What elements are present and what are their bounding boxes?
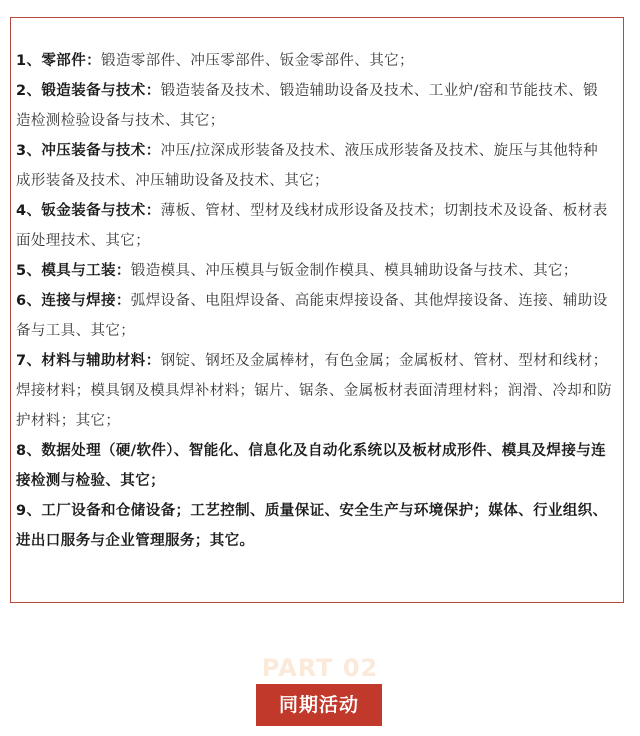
list-item (16, 496, 612, 556)
item-heading: 材料与辅助材料： (41, 353, 161, 369)
item-number: 4、 (16, 203, 42, 219)
item-number: 9、 (16, 503, 42, 519)
item-text: 锻造装备及技术、锻造辅助设备及技术、工业炉/窑和节能技术、锻造检测检验设备与技术、其它； (16, 83, 598, 129)
item-heading: 冲压装备与技术： (41, 143, 161, 159)
list-item (16, 136, 612, 196)
exhibit-scope-list (16, 46, 612, 556)
item-heading: 钣金装备与技术： (41, 203, 161, 219)
item-text: 薄板、管材、型材及线材成形设备及技术；切割技术及设备、板材表面处理技术、其它； (16, 203, 608, 249)
part-label: PART 02 (261, 654, 379, 682)
item-text: 锻造模具、冲压模具与钣金制作模具、模具辅助设备与技术、其它； (130, 263, 578, 279)
list-item (16, 46, 612, 76)
item-number: 3、 (16, 143, 42, 159)
item-number: 7、 (16, 353, 42, 369)
list-item (16, 256, 612, 286)
item-number: 8、 (16, 443, 42, 459)
list-item (16, 196, 612, 256)
list-item (16, 346, 612, 436)
item-text: 锻造零部件、冲压零部件、钣金零部件、其它； (101, 53, 414, 69)
list-item (16, 436, 612, 496)
item-text: 钢锭、钢坯及金属棒材，有色金属；金属板材、管材、型材和线材；焊接材料；模具钢及模具焊补材料；锯片、锯条、金属板材表面清理材料；润滑、冷却和防护材料；其它； (16, 353, 612, 429)
item-heading: 零部件： (41, 53, 101, 69)
item-number: 6、 (16, 293, 42, 309)
item-number: 2、 (16, 83, 42, 99)
item-text: 数据处理（硬/软件）、智能化、信息化及自动化系统以及板材成形件、模具及焊接与连接检测与检验、其它； (16, 443, 607, 489)
section-title-badge: 同期活动 (256, 684, 382, 726)
item-number: 5、 (16, 263, 42, 279)
item-heading: 模具与工装： (41, 263, 131, 279)
item-heading: 锻造装备与技术： (41, 83, 161, 99)
item-heading: 连接与焊接： (41, 293, 131, 309)
list-item (16, 286, 612, 346)
item-text: 弧焊设备、电阻焊设备、高能束焊接设备、其他焊接设备、连接、辅助设备与工具、其它； (16, 293, 608, 339)
item-text: 工厂设备和仓储设备；工艺控制、质量保证、安全生产与环境保护；媒体、行业组织、进出口服务与企业管理服务；其它。 (16, 503, 608, 549)
item-text: 冲压/拉深成形装备及技术、液压成形装备及技术、旋压与其他特种成形装备及技术、冲压辅助设备及技术、其它； (16, 143, 598, 189)
item-number: 1、 (16, 53, 42, 69)
list-item (16, 76, 612, 136)
